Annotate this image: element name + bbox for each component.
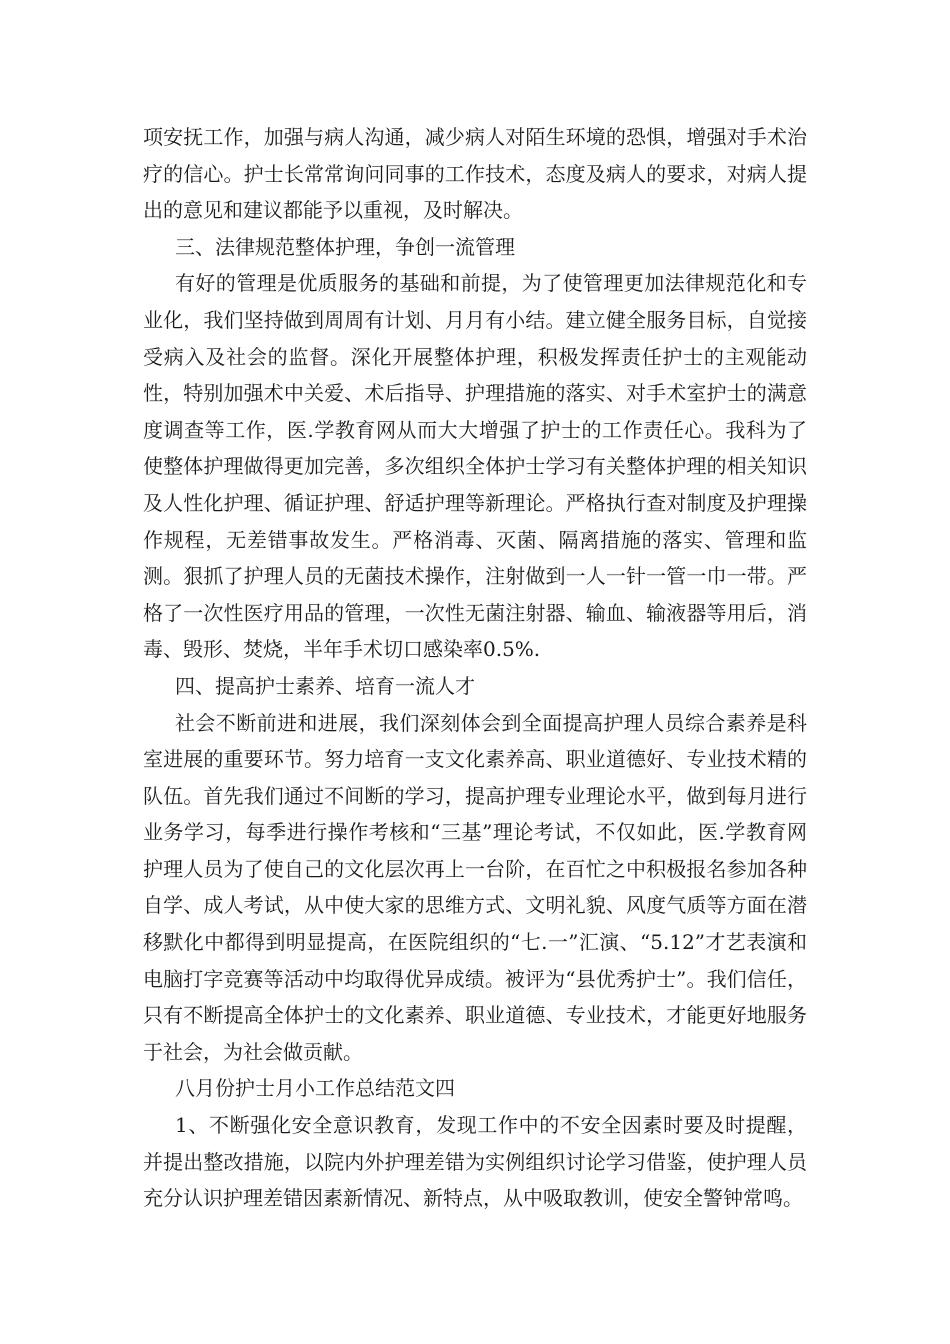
section-heading-4: 四、提高护士素养、培育一流人才 — [175, 673, 475, 698]
section-heading-3: 三、法律规范整体护理，争创一流管理 — [175, 234, 515, 259]
paragraph-training: 社会不断前进和进展，我们深刻体会到全面提高护理人员综合素养是科室进展的重要环节。努力培育一支文化素养高、职业道德好、专业技术精的队伍。首先我们通过不间断的学习，提高护理专业理论水平，做到每月进行业务学习，每季进行操作考核和“三基”理论考试，不仅如此，医.学教育网护理人员为了使自己的文化层次再上一台阶，在百忙之中积极报名参加各种自学、成人考试，从中使大家的思维方式、文明礼貌、风度气质等方面在潜移默化中都得到明显提高，在医院组织的“七.一”汇演、“5.12”才艺表演和电脑打字竞赛等活动中均取得优异成绩。被评为“县优秀护士”。我们信任，只有不断提高全体护士的文化素养、职业道德、专业技术，才能更好地服务于社会，为社会做贡献。 — [143, 710, 807, 1064]
paragraph-safety: 1、不断强化安全意识教育，发现工作中的不安全因素时要及时提醒，并提出整改措施，以院内外护理差错为实例组织讨论学习借鉴，使护理人员充分认识护理差错因素新情况、新特点，从中吸取教训，使安全警钟常鸣。 — [143, 1113, 807, 1211]
paragraph-continuation: 项安抚工作，加强与病人沟通，减少病人对陌生环境的恐惧，增强对手术治疗的信心。护士长常常询问同事的工作技术，态度及病人的要求，对病人提出的意见和建议都能予以重视，及时解决。 — [143, 125, 807, 223]
paragraph-management: 有好的管理是优质服务的基础和前提，为了使管理更加法律规范化和专业化，我们坚持做到周周有计划、月月有小结。建立健全服务目标，自觉接受病入及社会的监督。深化开展整体护理，积极发挥责任护士的主观能动性，特别加强术中关爱、术后指导、护理措施的落实、对手术室护士的满意度调查等工作，医.学教育网从而大大增强了护士的工作责任心。我科为了使整体护理做得更加完善，多次组织全体护士学习有关整体护理的相关知识及人性化护理、循证护理、舒适护理等新理论。严格执行查对制度及护理操作规程，无差错事故发生。严格消毒、灭菌、隔离措施的落实、管理和监测。狠抓了护理人员的无菌技术操作，注射做到一人一针一管一巾一带。严格了一次性医疗用品的管理，一次性无菌注射器、输血、输液器等用后，消毒、毁形、焚烧，半年手术切口感染率0.5%. — [143, 271, 807, 662]
section-heading-5: 八月份护士月小工作总结范文四 — [175, 1076, 455, 1101]
document-body — [143, 119, 807, 1217]
